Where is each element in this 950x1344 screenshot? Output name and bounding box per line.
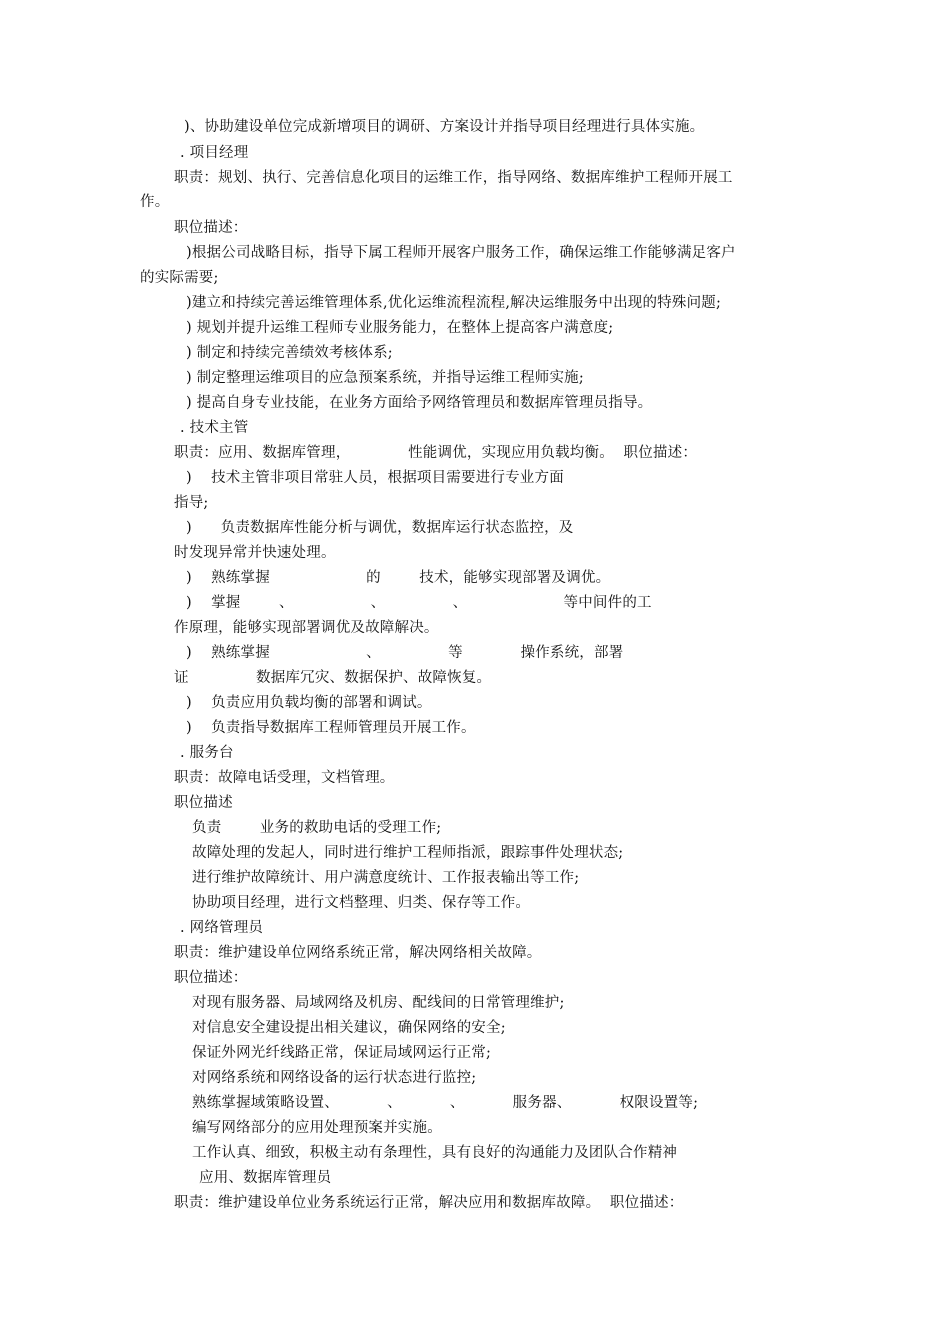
text-line: ) 规划并提升运维工程师专业服务能力，在整体上提高客户满意度; — [186, 320, 614, 336]
text-line: ) 掌握 、 、 、 等中间件的工 — [186, 595, 652, 611]
text-line: 对信息安全建设提出相关建议，确保网络的安全; — [192, 1020, 506, 1036]
text-line: 编写网络部分的应用处理预案并实施。 — [192, 1120, 442, 1136]
text-line: 职责：故障电话受理，文档管理。 — [174, 770, 395, 786]
section-heading: . 网络管理员 — [180, 920, 264, 936]
text-line: 职责：应用、数据库管理， 性能调优，实现应用负载均衡。 职位描述： — [174, 445, 698, 461]
text-line: 职位描述： — [174, 220, 248, 236]
text-line: 协助项目经理，进行文档整理、归类、保存等工作。 — [192, 895, 531, 911]
text-line: 对现有服务器、局域网络及机房、配线间的日常管理维护; — [192, 995, 565, 1011]
section-heading: . 服务台 — [180, 745, 234, 761]
text-line: 的实际需要; — [140, 270, 219, 286]
text-line: ) 制定整理运维项目的应急预案系统，并指导运维工程师实施; — [186, 370, 584, 386]
text-line: )根据公司战略目标，指导下属工程师开展客户服务工作，确保运维工作能够满足客户 — [186, 245, 736, 261]
text-line: 故障处理的发起人，同时进行维护工程师指派，跟踪事件处理状态; — [192, 845, 624, 861]
text-line: 证 数据库冗灾、数据保护、故障恢复。 — [174, 670, 492, 686]
text-line: 对网络系统和网络设备的运行状态进行监控; — [192, 1070, 477, 1086]
text-line: 熟练掌握域策略设置、 、 、 服务器、 权限设置等; — [192, 1095, 699, 1111]
text-line: 指导; — [174, 495, 209, 511]
text-line: )、协助建设单位完成新增项目的调研、方案设计并指导项目经理进行具体实施。 — [184, 119, 705, 135]
text-line: 保证外网光纤线路正常，保证局域网运行正常; — [192, 1045, 492, 1061]
text-line: 负责 业务的救助电话的受理工作; — [192, 820, 442, 836]
text-line: ) 负责应用负载均衡的部署和调试。 — [186, 695, 432, 711]
text-line: ) 熟练掌握 、 等 操作系统，部署 — [186, 645, 624, 661]
section-heading: . 项目经理 — [180, 145, 249, 161]
text-line: 进行维护故障统计、用户满意度统计、工作报表输出等工作; — [192, 870, 580, 886]
section-heading: 应用、数据库管理员 — [199, 1170, 332, 1186]
section-heading: . 技术主管 — [180, 420, 249, 436]
text-line: 职责：维护建设单位网络系统正常，解决网络相关故障。 — [174, 945, 542, 961]
text-line: ) 负责指导数据库工程师管理员开展工作。 — [186, 720, 476, 736]
text-line: ) 制定和持续完善绩效考核体系; — [186, 345, 393, 361]
text-line: )建立和持续完善运维管理体系,优化运维流程流程,解决运维服务中出现的特殊问题; — [186, 295, 722, 311]
text-line: 职责：维护建设单位业务系统运行正常，解决应用和数据库故障。 职位描述： — [174, 1195, 684, 1211]
text-line: ) 熟练掌握 的 技术，能够实现部署及调优。 — [186, 570, 611, 586]
text-line: ) 技术主管非项目常驻人员，根据项目需要进行专业方面 — [186, 470, 564, 486]
text-line: ) 提高自身专业技能，在业务方面给予网络管理员和数据库管理员指导。 — [186, 395, 653, 411]
text-line: 时发现异常并快速处理。 — [174, 545, 336, 561]
text-line: ) 负责数据库性能分析与调优，数据库运行状态监控，及 — [186, 520, 574, 536]
text-line: 工作认真、细致，积极主动有条理性，具有良好的沟通能力及团队合作精神 — [192, 1145, 678, 1161]
text-line: 作。 — [140, 194, 170, 210]
text-line: 作原理，能够实现部署调优及故障解决。 — [174, 620, 439, 636]
text-line: 职位描述： — [174, 970, 248, 986]
text-line: 职位描述 — [174, 795, 233, 811]
text-line: 职责：规划、执行、完善信息化项目的运维工作，指导网络、数据库维护工程师开展工 — [174, 170, 733, 186]
